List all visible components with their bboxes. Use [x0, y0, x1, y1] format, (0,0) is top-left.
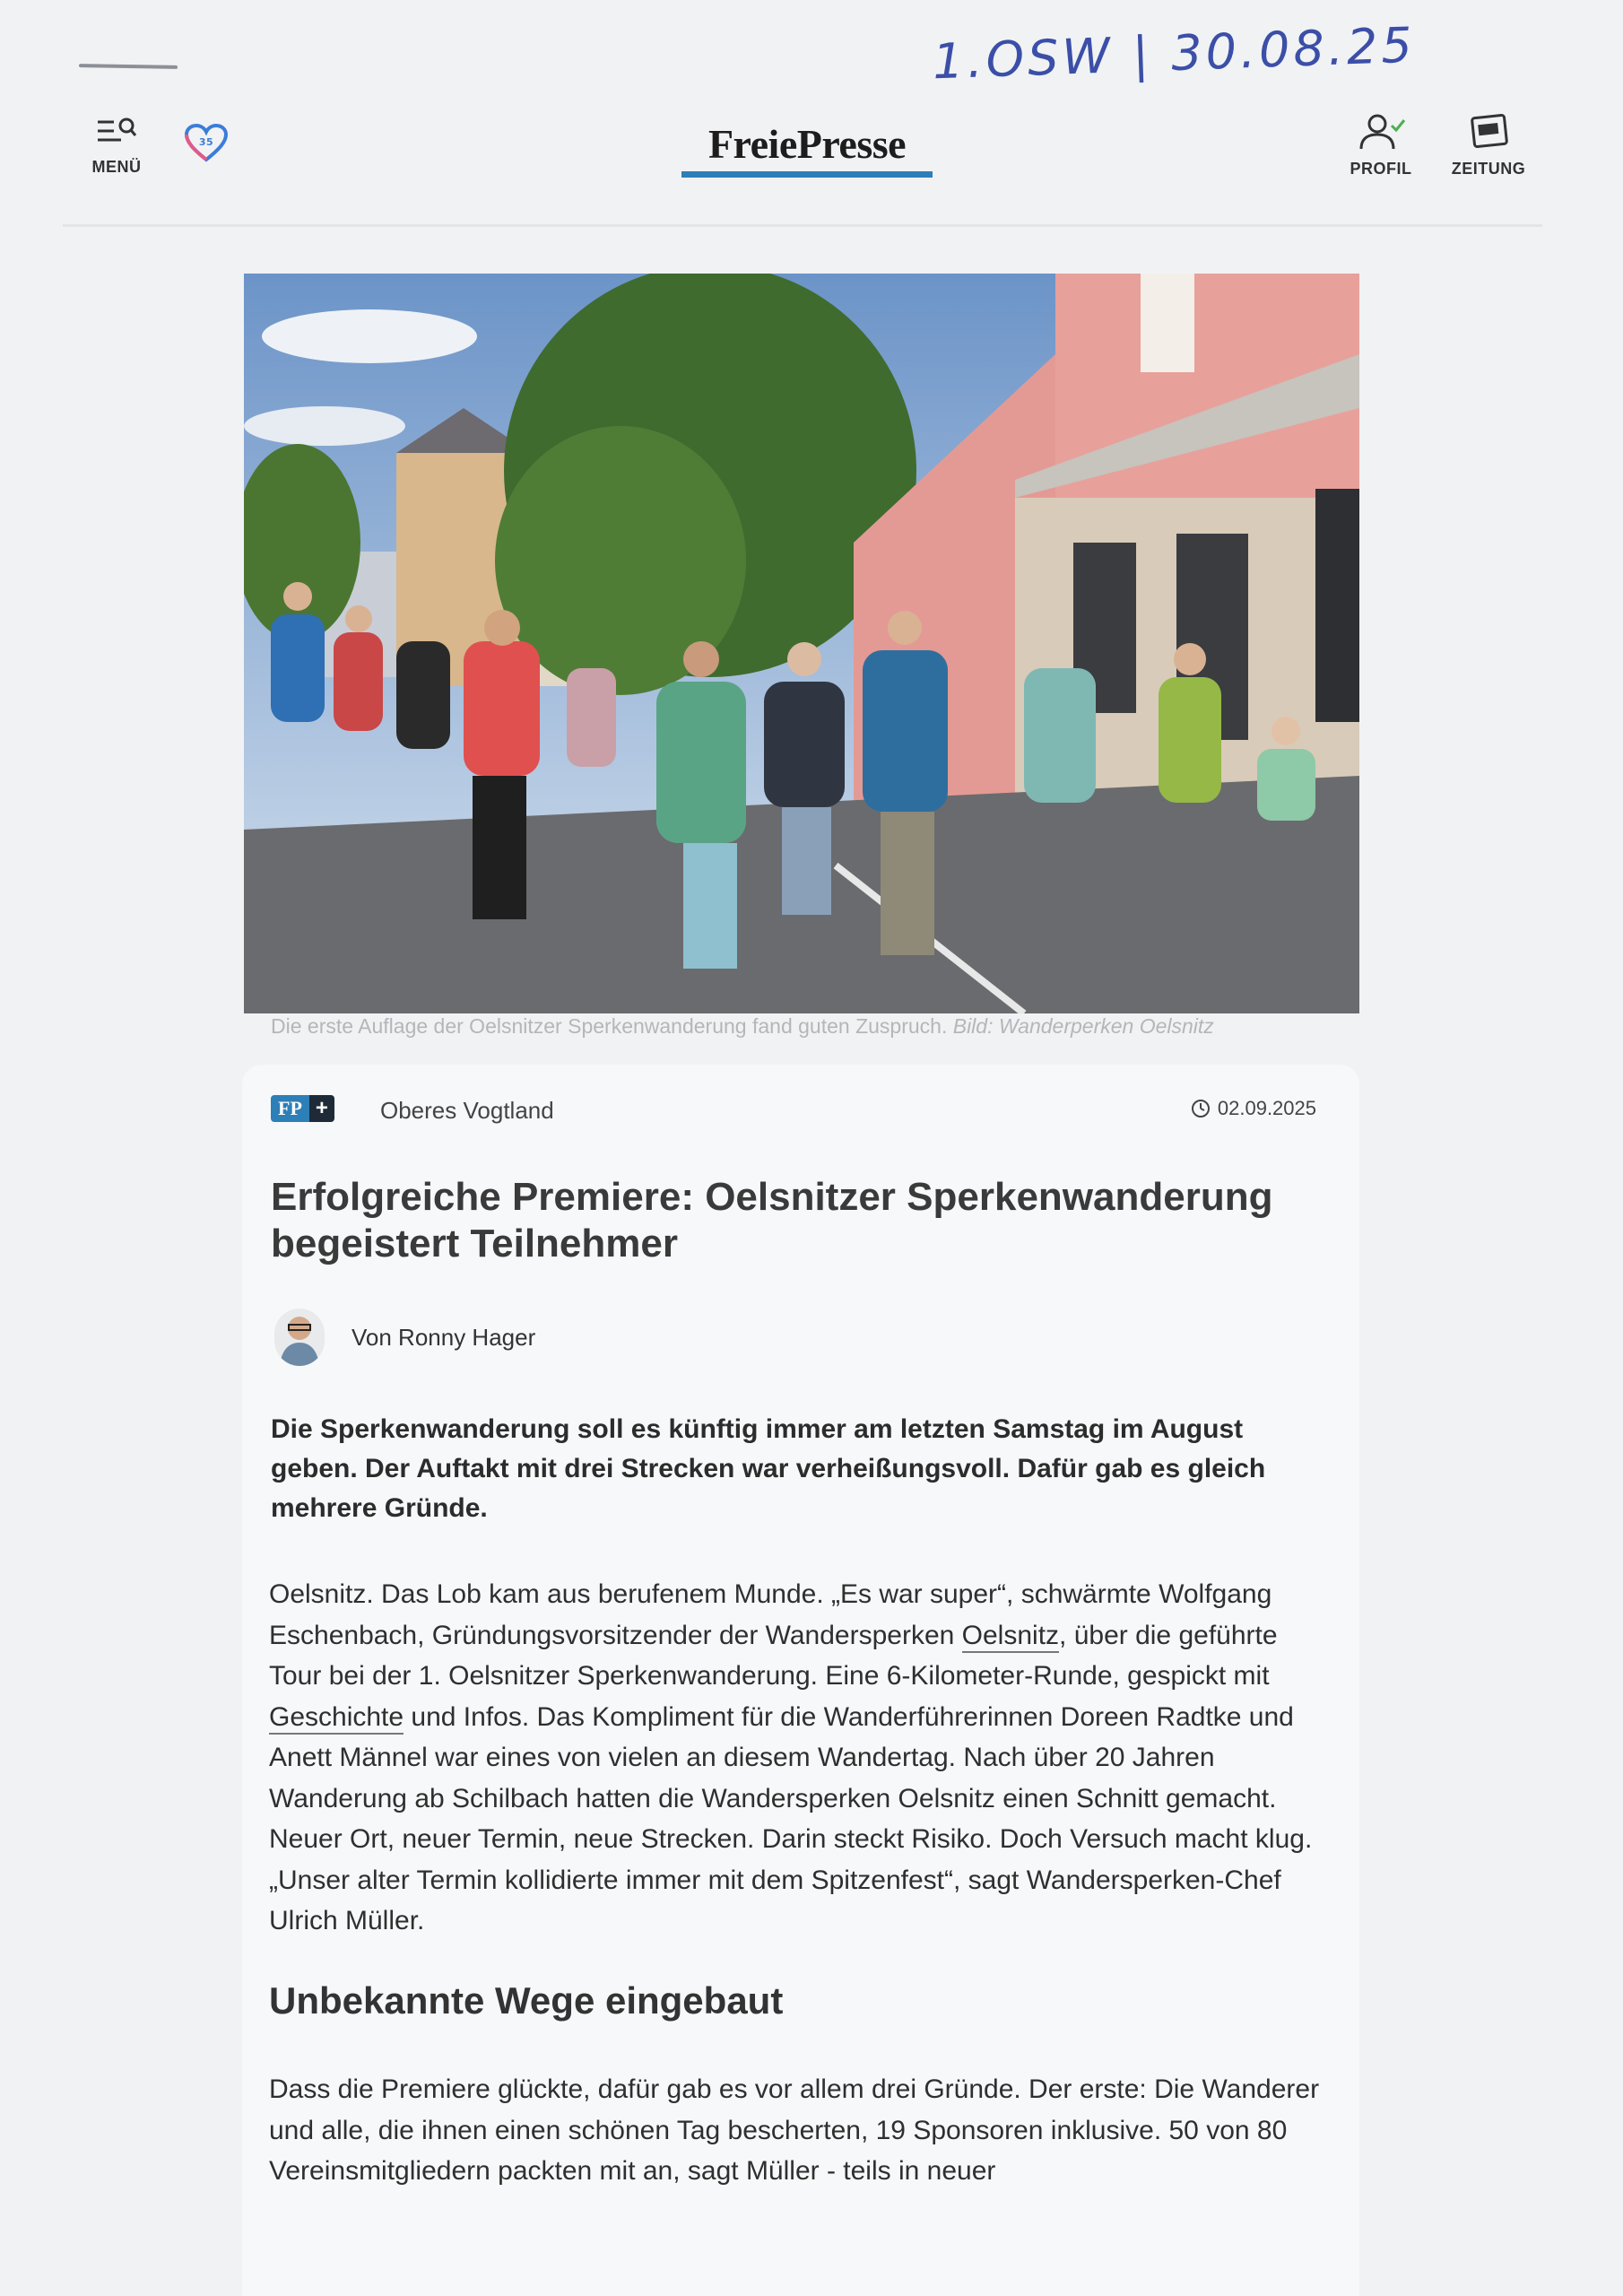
link-oelsnitz[interactable]: Oelsnitz — [962, 1621, 1059, 1653]
paragraph-1-part-a: Oelsnitz. Das Lob kam aus berufenem Munde. „Es war super“, schwärmte Wolfgang Eschenbach, Gründungsvorsitzender der Wandersperken — [269, 1579, 1272, 1650]
newspaper-icon — [1466, 113, 1511, 152]
handwritten-note: 1.OSW | 30.08.25 — [932, 16, 1417, 91]
plus-badge-label: + — [309, 1095, 334, 1122]
date-text: 02.09.2025 — [1217, 1097, 1316, 1119]
menu-button[interactable] — [81, 115, 152, 177]
fp-plus-badge — [271, 1095, 334, 1122]
article-paragraph-1 — [269, 1574, 1323, 1942]
paragraph-1-part-b: , über die geführte Tour bei der 1. Oelsnitzer Sperkenwanderung. Eine 6-Kilometer-Runde, gespickt mit — [269, 1620, 1278, 1691]
caption-text: Die erste Auflage der Oelsnitzer Sperkenwanderung fand guten Zuspruch. — [271, 1014, 948, 1038]
menu-label: MENÜ — [91, 158, 142, 176]
article-subheading: Unbekannte Wege eingebaut — [269, 1979, 784, 2022]
paragraph-1-part-c: und Infos. Das Kompliment für die Wanderführerinnen Doreen Radtke und Anett Männel war eines von vielen an diesem Wandertag. Nach über 20 Jahren Wanderung ab Schilbach hatten die Wandersperken Oelsnitz einen Schnitt gemacht. Neuer Ort, neuer Termin, neue Strecken. Darin steckt Risiko. Doch Versuch macht klug. „Unser alter Termin kollidierte immer mit dem Spitzenfest“, sagt Wandersperken-Chef Ulrich Müller. — [269, 1701, 1313, 1935]
article-lead: Die Sperkenwanderung soll es künftig immer am letzten Samstag im August geben. Der Auftakt mit drei Strecken war verheißungsvoll. Dafür gab es gleich mehrere Gründe. — [271, 1414, 1266, 1523]
site-logo[interactable] — [681, 120, 933, 178]
logo-underline — [681, 171, 933, 178]
newspaper-label: ZEITUNG — [1451, 160, 1526, 178]
author-avatar — [274, 1309, 325, 1366]
fp-badge-label: FP — [271, 1095, 309, 1122]
publish-date — [1191, 1097, 1316, 1120]
profile-label: PROFIL — [1350, 160, 1412, 178]
menu-search-icon — [94, 115, 139, 151]
article-paragraph-2: Dass die Premiere glückte, dafür gab es vor allem drei Gründe. Der erste: Die Wanderer und alle, die ihnen einen schönen Tag bescherten, 19 Sponsoren inklusive. 50 von 80 Vereinsmitgliedern packten mit an, sagt Müller - teils in neuer — [269, 2074, 1320, 2186]
newspaper-button[interactable] — [1435, 113, 1542, 178]
favorites-button[interactable] — [170, 124, 242, 170]
region-label[interactable]: Oberes Vogtland — [380, 1097, 554, 1124]
hero-photo — [244, 274, 1359, 1013]
site-header — [63, 90, 1542, 227]
user-check-icon — [1354, 113, 1408, 152]
author-name[interactable]: Von Ronny Hager — [352, 1323, 536, 1351]
hiking-group-photo — [244, 274, 1359, 1013]
author-line — [274, 1309, 535, 1366]
article-card — [242, 1065, 1359, 2296]
link-geschichte[interactable]: Geschichte — [269, 1702, 404, 1735]
logo-text: FreiePresse — [707, 121, 907, 167]
photo-caption — [271, 1012, 1329, 1040]
clock-icon — [1191, 1099, 1211, 1118]
heart-icon — [184, 124, 229, 163]
article-meta — [242, 1091, 1359, 1127]
svg-text:35: 35 — [198, 136, 214, 148]
caption-credit: Bild: Wanderperken Oelsnitz — [952, 1014, 1214, 1038]
profile-button[interactable] — [1336, 113, 1426, 178]
article-headline: Erfolgreiche Premiere: Oelsnitzer Sperkenwanderung begeistert Teilnehmer — [271, 1175, 1273, 1265]
staple-mark — [79, 64, 178, 69]
